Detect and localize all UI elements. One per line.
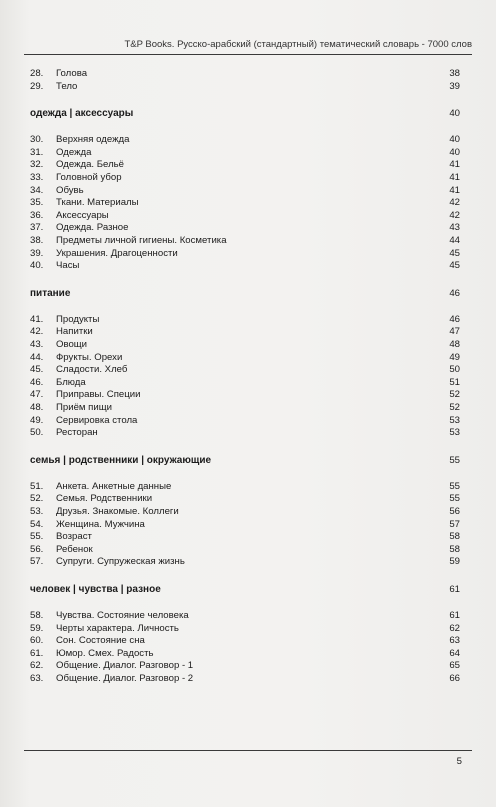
section-page-number: 46	[449, 287, 460, 299]
toc-entry	[30, 647, 460, 660]
toc-entry	[30, 247, 460, 260]
toc-entry	[30, 609, 460, 622]
toc-entry	[30, 480, 460, 493]
toc-entry	[30, 338, 460, 351]
entry-number: 30.	[30, 134, 44, 146]
section-page-number: 61	[449, 584, 460, 595]
entry-number: 49.	[30, 414, 44, 426]
entry-page-number: 40	[449, 134, 460, 146]
entry-title: Голова	[56, 68, 88, 79]
entry-page-number: 42	[449, 209, 460, 221]
entry-number: 63.	[30, 673, 44, 684]
entry-title: Головной убор	[56, 172, 122, 183]
entry-title: Предметы личной гигиены. Косметика	[56, 235, 227, 246]
entry-page-number: 47	[449, 326, 460, 338]
entry-page-number: 50	[449, 364, 460, 376]
entry-number: 56.	[30, 543, 44, 555]
toc-entry	[30, 672, 460, 685]
entry-page-number: 53	[449, 414, 460, 426]
entry-title: Женщина. Мужчина	[56, 518, 145, 530]
entry-number: 54.	[30, 518, 44, 530]
entry-page-number: 49	[449, 351, 460, 363]
entry-page-number: 41	[449, 184, 460, 196]
toc-entry	[30, 622, 460, 635]
entry-title: Приправы. Специи	[56, 389, 141, 401]
entry-title: Ребенок	[56, 543, 93, 555]
toc-entry	[30, 376, 460, 389]
entry-number: 57.	[30, 556, 44, 568]
toc-entry	[30, 505, 460, 518]
entry-page-number: 39	[449, 80, 460, 92]
entry-title: Одежда. Разное	[56, 222, 129, 234]
entry-number: 47.	[30, 389, 44, 401]
entry-number: 28.	[30, 68, 44, 79]
entry-page-number: 52	[449, 402, 460, 413]
entry-page-number: 46	[449, 313, 460, 325]
entry-number: 44.	[30, 351, 44, 363]
entry-number: 50.	[30, 427, 44, 439]
entry-number: 35.	[30, 197, 44, 209]
running-header	[24, 36, 472, 55]
entry-page-number: 43	[449, 222, 460, 234]
entry-title: Одежда	[56, 146, 92, 158]
entry-title: Тело	[56, 80, 78, 92]
entry-page-number: 51	[449, 376, 460, 388]
toc-entry	[30, 518, 460, 531]
entry-number: 59.	[30, 622, 44, 634]
page-number: 5	[456, 756, 462, 767]
entry-number: 48.	[30, 402, 44, 413]
entry-number: 29.	[30, 80, 44, 92]
entry-page-number: 55	[449, 480, 460, 492]
toc-section-heading	[30, 107, 460, 121]
entry-page-number: 66	[449, 673, 460, 684]
entry-page-number: 48	[449, 339, 460, 350]
entry-number: 38.	[30, 235, 44, 246]
entry-title: Сон. Состояние сна	[56, 635, 145, 647]
toc-entry	[30, 388, 460, 401]
toc-entry	[30, 401, 460, 414]
entry-page-number: 53	[449, 427, 460, 439]
toc-entry	[30, 351, 460, 364]
entry-title: Возраст	[56, 531, 92, 543]
toc-entry	[30, 659, 460, 672]
toc-entry	[30, 171, 460, 184]
entry-number: 43.	[30, 339, 44, 350]
entry-title: Овощи	[56, 339, 88, 350]
entry-number: 61.	[30, 647, 44, 659]
entry-page-number: 59	[449, 556, 460, 568]
entry-title: Аксессуары	[56, 209, 109, 221]
entry-page-number: 38	[449, 68, 460, 79]
toc-entry	[30, 196, 460, 209]
entry-number: 46.	[30, 376, 44, 388]
entry-title: Фрукты. Орехи	[56, 351, 123, 363]
entry-page-number: 58	[449, 543, 460, 555]
toc-entry	[30, 67, 460, 80]
toc-entry	[30, 234, 460, 247]
toc-entry	[30, 133, 460, 146]
entry-title: Черты характера. Личность	[56, 622, 179, 634]
entry-number: 42.	[30, 326, 44, 338]
toc-section-heading	[30, 454, 460, 468]
entry-title: Анкета. Анкетные данные	[56, 480, 172, 492]
toc-entry	[30, 313, 460, 326]
entry-number: 41.	[30, 313, 44, 325]
entry-title: Одежда. Бельё	[56, 159, 125, 171]
entry-title: Друзья. Знакомые. Коллеги	[56, 506, 179, 517]
entry-page-number: 63	[449, 635, 460, 647]
toc-entry	[30, 492, 460, 505]
section-page-number: 40	[449, 108, 460, 120]
toc-entry	[30, 158, 460, 171]
entry-page-number: 45	[449, 247, 460, 259]
entry-number: 45.	[30, 364, 44, 376]
toc-entry	[30, 530, 460, 543]
toc-entry	[30, 426, 460, 439]
toc-entry	[30, 414, 460, 427]
entry-number: 39.	[30, 247, 44, 259]
entry-title: Ткани. Материалы	[56, 197, 139, 209]
entry-title: Семья. Родственники	[56, 493, 153, 505]
entry-title: Сервировка стола	[56, 414, 138, 426]
toc-entry	[30, 184, 460, 197]
toc-section-heading	[30, 287, 460, 301]
entry-number: 33.	[30, 172, 44, 183]
entry-title: Юмор. Смех. Радость	[56, 647, 154, 659]
entry-title: Ресторан	[56, 427, 98, 439]
section-title: человек | чувства | разное	[30, 584, 161, 595]
section-page-number: 55	[449, 454, 460, 466]
entry-number: 62.	[30, 660, 44, 672]
entry-title: Чувства. Состояние человека	[56, 610, 189, 621]
entry-number: 60.	[30, 635, 44, 647]
entry-page-number: 62	[449, 622, 460, 634]
entry-page-number: 56	[449, 506, 460, 517]
entry-title: Блюда	[56, 376, 86, 388]
entry-title: Обувь	[56, 184, 84, 196]
entry-number: 58.	[30, 610, 44, 621]
entry-title: Общение. Диалог. Разговор - 1	[56, 660, 194, 672]
entry-number: 32.	[30, 159, 44, 171]
entry-number: 55.	[30, 531, 44, 543]
entry-page-number: 52	[449, 389, 460, 401]
entry-page-number: 42	[449, 197, 460, 209]
entry-number: 36.	[30, 209, 44, 221]
entry-page-number: 64	[449, 647, 460, 659]
entry-page-number: 41	[449, 172, 460, 183]
toc-entry	[30, 259, 460, 272]
toc-entry	[30, 634, 460, 647]
entry-page-number: 65	[449, 660, 460, 672]
entry-number: 34.	[30, 184, 44, 196]
entry-page-number: 44	[449, 235, 460, 246]
footer-rule	[24, 750, 472, 751]
entry-title: Сладости. Хлеб	[56, 364, 128, 376]
entry-title: Часы	[56, 260, 80, 272]
toc-section-heading	[30, 583, 460, 597]
entry-number: 51.	[30, 480, 44, 492]
entry-page-number: 58	[449, 531, 460, 543]
section-title: семья | родственники | окружающие	[30, 454, 212, 466]
entry-title: Приём пищи	[56, 402, 112, 413]
toc-entry	[30, 80, 460, 93]
entry-page-number: 45	[449, 260, 460, 272]
toc-entry	[30, 146, 460, 159]
entry-number: 37.	[30, 222, 44, 234]
entry-number: 40.	[30, 260, 44, 272]
toc-entry	[30, 221, 460, 234]
toc-entry	[30, 543, 460, 556]
entry-page-number: 57	[449, 518, 460, 530]
entry-number: 53.	[30, 506, 44, 517]
toc-entry	[30, 325, 460, 338]
entry-page-number: 40	[449, 146, 460, 158]
toc-entry	[30, 555, 460, 568]
entry-number: 31.	[30, 146, 44, 158]
entry-title: Напитки	[56, 326, 93, 338]
entry-page-number: 41	[449, 159, 460, 171]
section-title: питание	[30, 287, 71, 299]
entry-title: Супруги. Супружеская жизнь	[56, 556, 185, 568]
entry-title: Верхняя одежда	[56, 134, 130, 146]
toc-entry	[30, 209, 460, 222]
entry-title: Продукты	[56, 313, 100, 325]
entry-title: Украшения. Драгоценности	[56, 247, 178, 259]
toc-entry	[30, 363, 460, 376]
entry-title: Общение. Диалог. Разговор - 2	[56, 673, 194, 684]
section-title: одежда | аксессуары	[30, 108, 134, 120]
entry-page-number: 61	[449, 610, 460, 621]
entry-page-number: 55	[449, 493, 460, 505]
header-text: T&P Books. Русско-арабский (стандартный) тематический словарь - 7000 слов	[124, 39, 472, 50]
entry-number: 52.	[30, 493, 44, 505]
